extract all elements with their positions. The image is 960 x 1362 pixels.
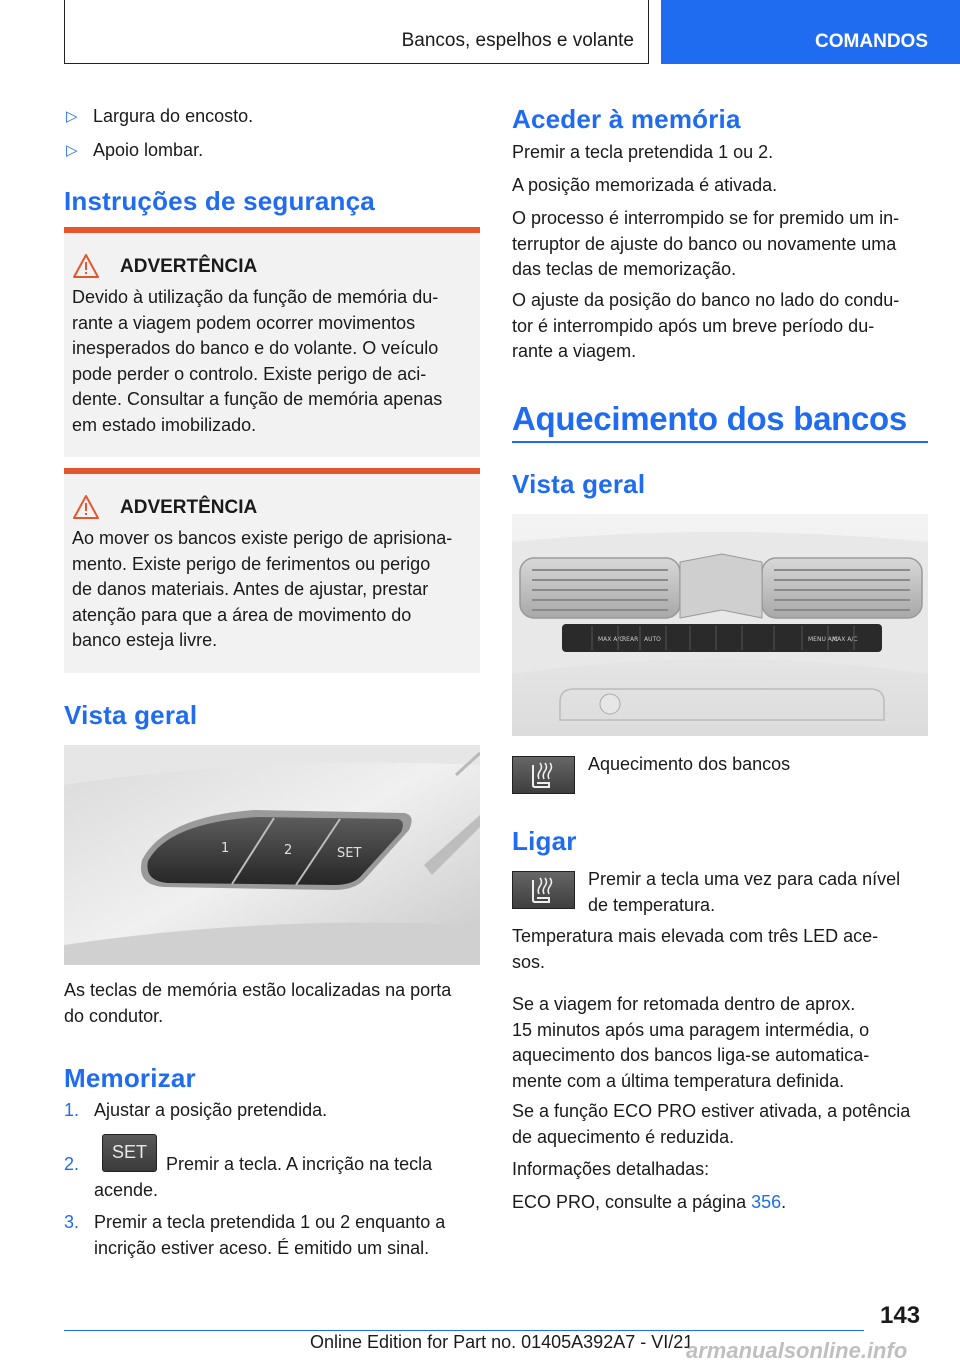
- header-title: Bancos, espelhos e volante: [401, 30, 634, 51]
- page-number: 143: [880, 1302, 921, 1329]
- edition-text: Online Edition for Part no. 01405A392A7 - VI/21: [310, 1332, 694, 1352]
- footer-rule: [64, 1330, 864, 1331]
- photo-key-label: 2: [284, 843, 293, 858]
- climate-panel-photo: [512, 514, 928, 736]
- svg-text:MAX A/C: MAX A/C: [598, 636, 624, 643]
- paragraph: Se a função ECO PRO estiver ativada, a potência de aquecimento é reduzida.: [512, 1101, 911, 1147]
- page-link[interactable]: 356: [751, 1192, 782, 1212]
- photo-key-label: 1: [221, 841, 230, 856]
- heading-rule: [512, 441, 928, 443]
- warning-box: [64, 468, 480, 673]
- triangle-bullet-icon: ▷: [66, 142, 78, 159]
- watermark: armanualsonline.info: [686, 1338, 908, 1362]
- svg-text:REAR: REAR: [622, 636, 639, 643]
- header-section-tab: [661, 0, 960, 64]
- step-item: 1. Ajustar a posição pretendida.: [64, 1100, 328, 1120]
- svg-text:MENU A/C: MENU A/C: [808, 636, 839, 643]
- store-heading: Memorizar: [64, 1063, 196, 1093]
- icon-caption: Aquecimento dos bancos: [588, 754, 791, 774]
- access-heading: Aceder à memória: [512, 104, 741, 134]
- warning-triangle-icon: [72, 253, 100, 279]
- set-key-icon: SET: [102, 1134, 157, 1172]
- header-title-box: [64, 0, 649, 64]
- paragraph: Informações detalhadas:: [512, 1159, 710, 1179]
- seat-heating-icon: [512, 871, 575, 909]
- on-heading: Ligar: [512, 826, 577, 856]
- overview-heading: Vista geral: [512, 469, 646, 499]
- paragraph: O ajuste da posição do banco no lado do condu- tor é interrompido após um breve período du- rante a viagem.: [512, 290, 900, 362]
- step-item: 2. SET Premir a tecla. A incrição na tecla acende.: [64, 1134, 480, 1200]
- seat-heating-heading: Aquecimento dos bancos: [512, 400, 907, 437]
- warning-box: [64, 227, 480, 457]
- photo-key-label: SET: [337, 846, 362, 861]
- icon-text: Premir a tecla uma vez para cada nível de temperatura.: [588, 869, 901, 915]
- paragraph: Premir a tecla pretendida 1 ou 2.: [512, 142, 774, 162]
- warning-triangle-icon: [72, 494, 100, 520]
- svg-text:AUTO: AUTO: [644, 636, 661, 643]
- overview-heading: Vista geral: [64, 700, 198, 730]
- header-section-label: COMANDOS: [815, 31, 928, 52]
- photo-caption: As teclas de memória estão localizadas na porta do condutor.: [64, 980, 452, 1026]
- memory-buttons-photo: [64, 745, 480, 965]
- page-reference: ECO PRO, consulte a página 356.: [512, 1192, 787, 1212]
- warning-text: Ao mover os bancos existe perigo de aprisiona- mento. Existe perigo de ferimentos ou perigo de danos materiais. Antes de ajustar, prestar atenção para que a área de movimento do banco esteja livre.: [72, 528, 453, 651]
- warning-label: ADVERTÊNCIA: [120, 256, 258, 277]
- warning-label: ADVERTÊNCIA: [120, 497, 258, 518]
- seat-heating-icon: [512, 756, 575, 794]
- step-item: 3. Premir a tecla pretendida 1 ou 2 enquanto a incrição estiver aceso. É emitido um sinal.: [64, 1212, 446, 1258]
- paragraph: A posição memorizada é ativada.: [512, 175, 778, 195]
- triangle-bullet-icon: ▷: [66, 108, 78, 125]
- paragraph: Se a viagem for retomada dentro de aprox. 15 minutos após uma paragem intermédia, o aquecimento dos bancos liga-se automatica- mente com a última temperatura definida.: [512, 994, 870, 1091]
- paragraph: Temperatura mais elevada com três LED ace- sos.: [512, 926, 879, 972]
- svg-text:MAX A/C: MAX A/C: [832, 636, 858, 643]
- paragraph: O processo é interrompido se for premido um in- terruptor de ajuste do banco ou novamente uma das teclas de memorização.: [512, 208, 900, 280]
- warning-text: Devido à utilização da função de memória du- rante a viagem podem ocorrer movimentos inesperados do banco e do volante. O veículo pode perder o controlo. Existe perigo de aci- dente. Consultar a função de memória apenas em estado imobilizado.: [72, 287, 443, 435]
- safety-heading: Instruções de segurança: [64, 186, 375, 216]
